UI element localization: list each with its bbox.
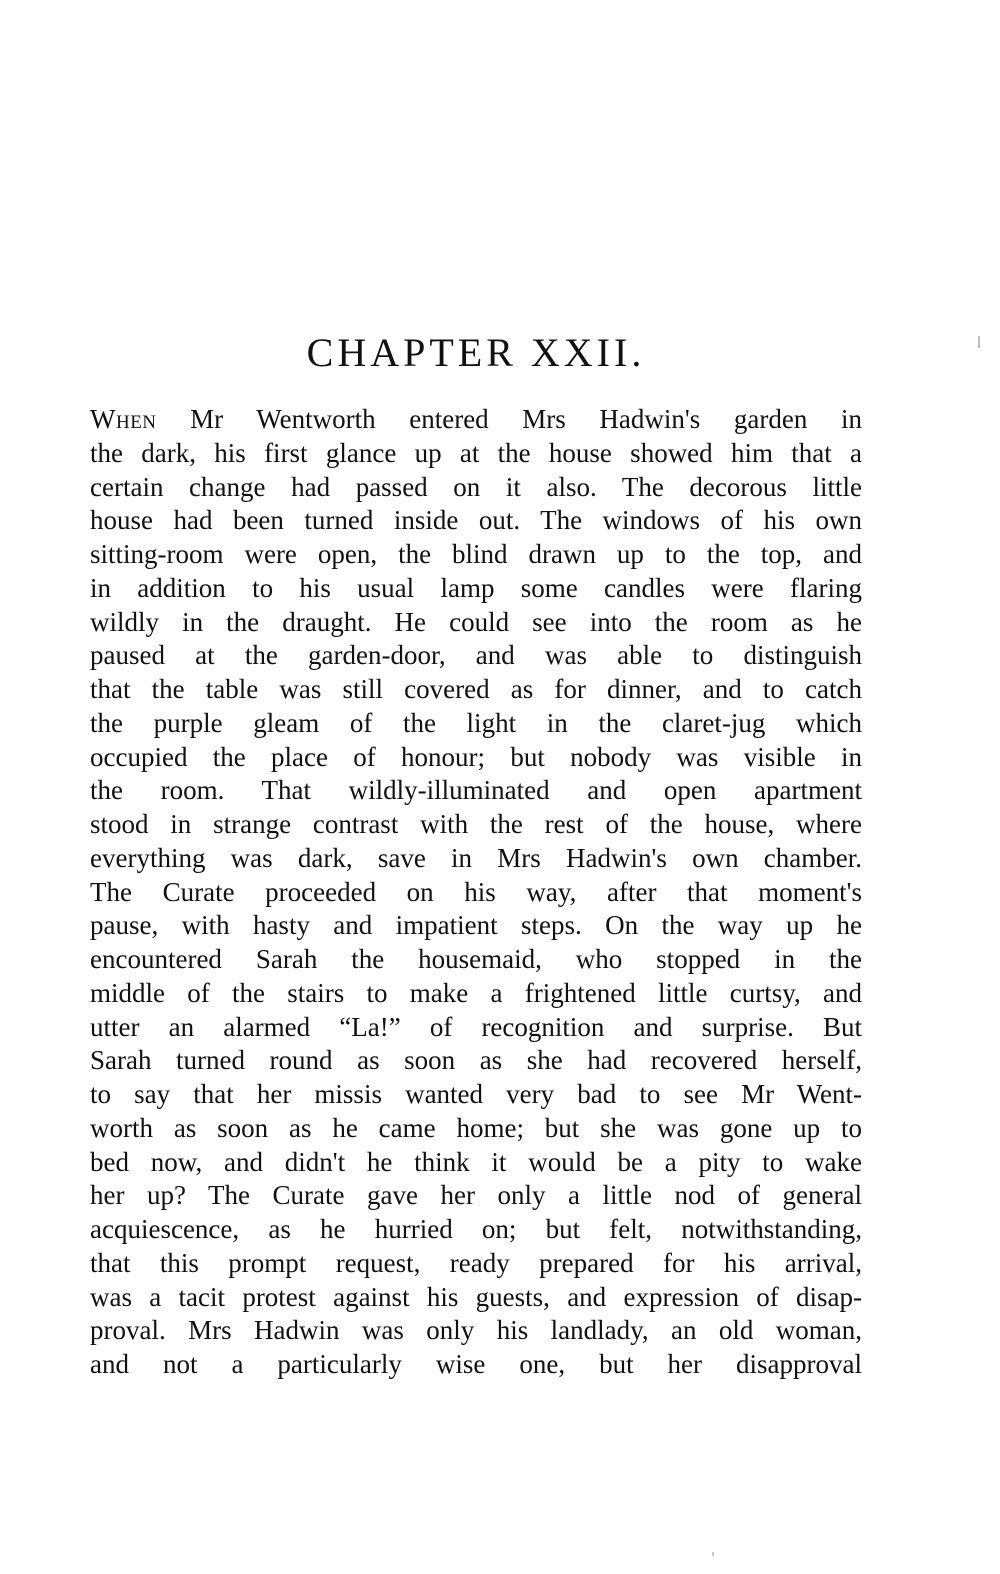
scan-margin-mark <box>978 336 980 348</box>
text-line: the dark, his first glance up at the house showed him that a <box>90 437 862 468</box>
text-line: Sarah turned round as soon as she had recovered herself, <box>90 1045 862 1076</box>
text-line: in addition to his usual lamp some candles were flaring <box>90 572 862 603</box>
scan-speck <box>712 1552 714 1556</box>
text-line: utter an alarmed “La!” of recognition and surprise. But <box>90 1011 862 1042</box>
text-line: pause, with hasty and impatient steps. On the way up he <box>90 910 862 941</box>
text-line-content: Mr Wentworth entered Mrs Hadwin's garden in <box>156 404 862 434</box>
text-line: proval. Mrs Hadwin was only his landlady, an old woman, <box>90 1315 862 1346</box>
text-line: certain change had passed on it also. The decorous little <box>90 471 862 502</box>
text-line: to say that her missis wanted very bad to see Mr Went- <box>90 1079 862 1109</box>
text-line: and not a particularly wise one, but her disapproval <box>90 1349 862 1379</box>
text-line: house had been turned inside out. The windows of his own <box>90 505 862 536</box>
chapter-body-paragraph <box>90 403 862 1382</box>
text-line <box>90 403 862 437</box>
text-line: middle of the stairs to make a frightened little curtsy, and <box>90 977 862 1008</box>
text-line: wildly in the draught. He could see into the room as he <box>90 606 862 637</box>
text-line: the purple gleam of the light in the claret-jug which <box>90 707 862 738</box>
text-line: acquiescence, as he hurried on; but felt, notwithstanding, <box>90 1214 862 1244</box>
text-line: that this prompt request, ready prepared for his arrival, <box>90 1247 862 1278</box>
text-line: bed now, and didn't he think it would be a pity to wake <box>90 1146 862 1177</box>
text-line: sitting-room were open, the blind drawn up to the top, and <box>90 539 862 569</box>
text-line: her up? The Curate gave her only a little nod of general <box>90 1180 862 1211</box>
text-line: that the table was still covered as for dinner, and to catch <box>90 674 862 704</box>
text-line: paused at the garden-door, and was able to distinguish <box>90 640 862 671</box>
opening-word: When <box>90 404 157 434</box>
text-line: everything was dark, save in Mrs Hadwin's own chamber. <box>90 842 862 873</box>
chapter-title: CHAPTER XXII. <box>306 330 646 375</box>
text-line: encountered Sarah the housemaid, who stopped in the <box>90 944 862 974</box>
text-line: stood in strange contrast with the rest of the house, where <box>90 809 862 839</box>
text-line: was a tacit protest against his guests, and expression of disap- <box>90 1281 862 1312</box>
text-line: the room. That wildly-illuminated and open apartment <box>90 775 862 806</box>
text-line: occupied the place of honour; but nobody was visible in <box>90 741 862 772</box>
text-line: The Curate proceeded on his way, after that moment's <box>90 876 862 907</box>
text-line: worth as soon as he came home; but she was gone up to <box>90 1112 862 1143</box>
